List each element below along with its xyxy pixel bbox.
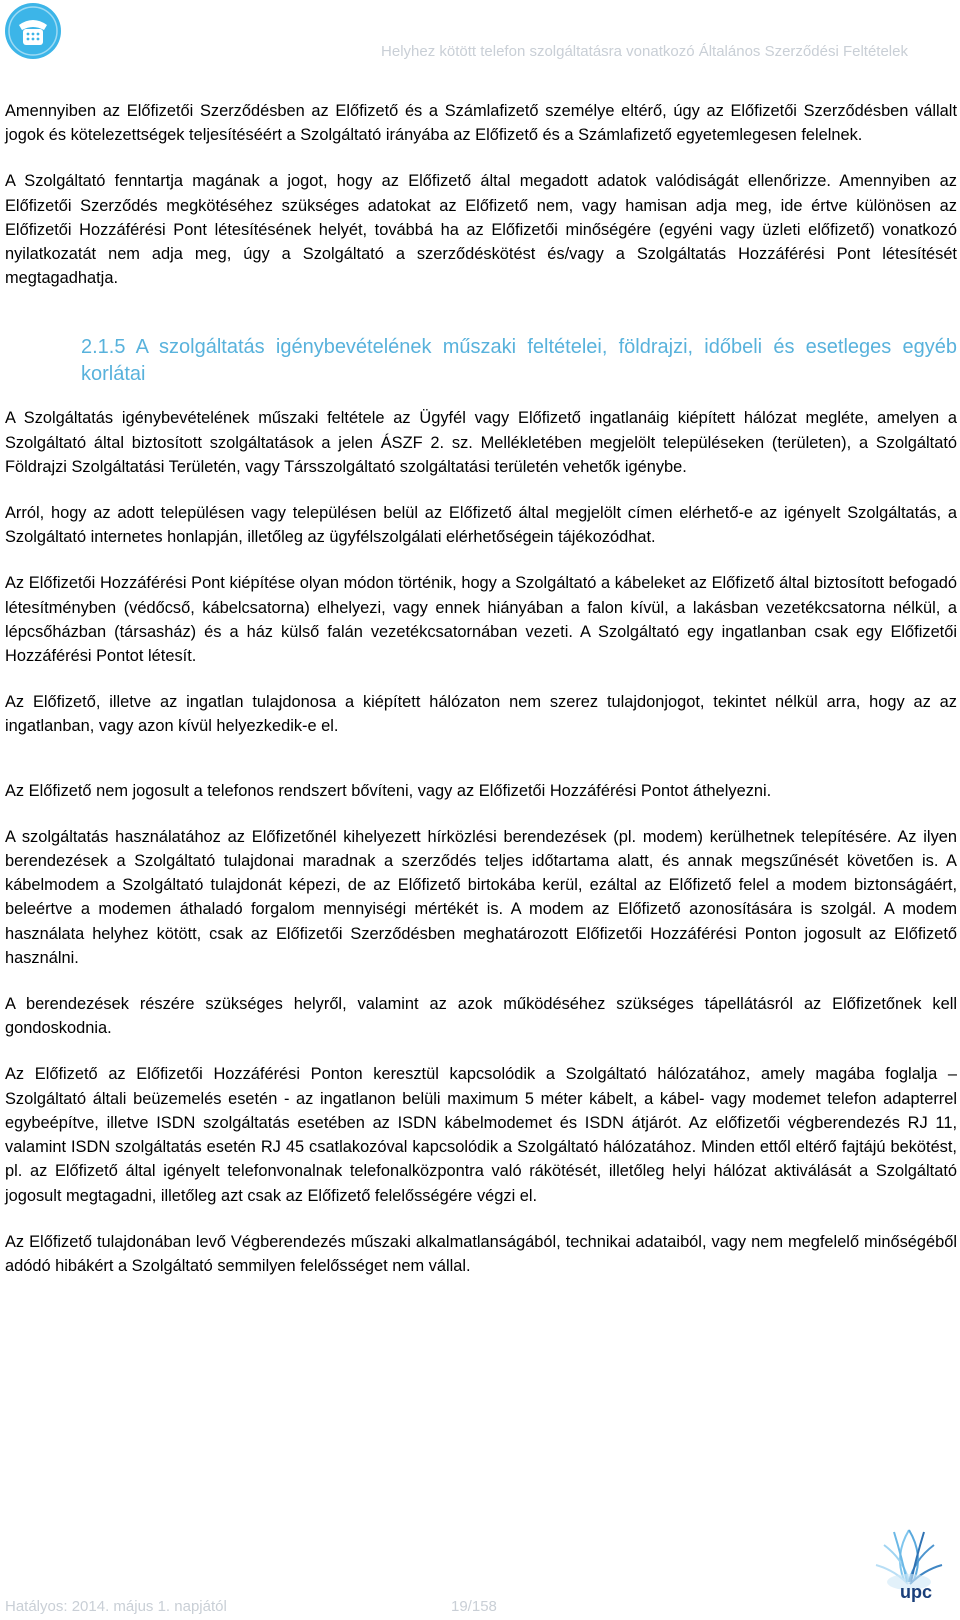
paragraph: A Szolgáltató fenntartja magának a jogot, hogy az Előfizető által megadott adatok valódiságát ellenőrizze. Amennyiben az Előfizetői Szerződés megkötéséhez szükséges adatokat az Előfizető nem, vagy hamisan adja meg, ide értve különösen az Előfizetői Hozzáférési Pont létesítésének helyét, továbbá ha az Előfizetői minőségére (egyéni vagy üzleti előfizető) vonatkozó nyilatkozatát nem adja meg, úgy a Szolgáltató a szerződéskötést és/vagy a Szolgáltatás Hozzáférési Pont létesítését megtagadhatja. xyxy=(5,172,957,288)
paragraph: Az Előfizető tulajdonában levő Végberendezés műszaki alkalmatlanságából, technikai adataiból, vagy nem megfelelő minőségéből adódó hibákért a Szolgáltató semmilyen felelősséget nem vállal. xyxy=(5,1232,957,1275)
paragraph: A Szolgáltatás igénybevételének műszaki feltétele az Ügyfél vagy Előfizető ingatlanáig kiépített hálózat megléte, amelyen a Szolgáltató által biztosított szolgáltatások a jelen ÁSZF 2. sz. Mellékletében megjelölt településeken (területen), a Szolgáltató Földrajzi Szolgáltatási Területén, vagy Társszolgáltató szolgáltatási területén vehetők igénybe. xyxy=(5,409,957,476)
paragraph: Amennyiben az Előfizetői Szerződésben az Előfizető és a Számlafizető személye eltérő, úgy az Előfizetői Szerződésben vállalt jogok és kötelezettségek teljesítéséért a Szolgáltató irányába az Előfizető és a Számlafizető egyetemlegesen felelnek. xyxy=(5,102,957,145)
section-heading: 2.1.5 A szolgáltatás igénybevételének műszaki feltételei, földrajzi, időbeli és esetleges egyéb korlátai xyxy=(81,336,957,386)
telephone-icon xyxy=(4,2,62,60)
paragraph: Az Előfizető nem jogosult a telefonos rendszert bővíteni, vagy az Előfizetői Hozzáférési Pontot áthelyezni. xyxy=(5,781,772,800)
paragraph: Az Előfizető, illetve az ingatlan tulajdonosa a kiépített hálózaton nem szerez tulajdonjogot, tekintet nélkül arra, hogy az az ingatlanban, vagy azon kívül helyezkedik-e el. xyxy=(5,693,957,736)
page-footer xyxy=(0,1590,960,1620)
page-header xyxy=(0,0,960,70)
paragraph: Arról, hogy az adott településen vagy településen belül az Előfizető által megjelölt címen elérhető-e az igényelt Szolgáltatás, a Szolgáltató internetes honlapján, illetőleg az ügyfélszolgálati elérhetőségein tájékozódhat. xyxy=(5,504,957,547)
paragraph: A szolgáltatás használatához az Előfizetőnél kihelyezett hírközlési berendezések (pl. modem) kerülhetnek telepítésére. Az ilyen berendezések a Szolgáltató tulajdonai maradnak a szerződés teljes időtartama alatt, és annak megszűnését követően is. A kábelmodem a Szolgáltató tulajdonát képezi, de az Előfizető birtokába kerül, ezáltal az Előfizető felel a modem biztonságáért, beleértve a modemen áthaladó forgalom mennyiségi mértékét is. A modem az Előfizető azonosítására is szolgál. A modem használata helyhez kötött, csak az Előfizetői Szerződésben meghatározott Előfizetői Hozzáférési Ponton jogosult az Előfizető használni. xyxy=(5,827,957,967)
paragraph: Az Előfizetői Hozzáférési Pont kiépítése olyan módon történik, hogy a Szolgáltató a kábeleket az Előfizető által biztosított befogadó létesítményben (védőcső, kábelcsatorna) elhelyezi, vagy ennek hiányában a falon kívül, a lakásban vezetékcsatorna nélkül, a lépcsőházban (társasház) és a ház külső falán vezetékcsatornában vezeti. A Szolgáltató egy ingatlanban csak egy Előfizetői Hozzáférési Pontot létesít. xyxy=(5,574,957,666)
document-body xyxy=(5,99,957,1300)
paragraph: A berendezések részére szükséges helyről, valamint az azok működéséhez szükséges tápellátásról az Előfizetőnek kell gondoskodnia. xyxy=(5,995,957,1038)
upc-logo-text: upc xyxy=(900,1582,933,1602)
document-title: Helyhez kötött telefon szolgáltatásra vonatkozó Általános Szerződési Feltételek xyxy=(381,43,908,60)
effective-date: Hatályos: 2014. május 1. napjától xyxy=(5,1598,227,1615)
paragraph: Az Előfizető az Előfizetői Hozzáférési Ponton keresztül kapcsolódik a Szolgáltató hálózatához, amely magába foglalja – Szolgáltató általi beüzemelés esetén - az ingatlanon belüli maximum 5 méter kábelt, a kábel- vagy modemet telefon adapterrel egybeépítve, illetve ISDN szolgáltatás esetében az ISDN kábelmodemet és ISDN átjárót. Az előfizetői végberendezés RJ 11, valamint ISDN szolgáltatás esetén RJ 45 csatlakozóval kapcsolódik a Szolgáltató hálózatához. Minden ettől eltérő fajtájú bekötést, pl. az Előfizető által igényelt telefonvonalnak telefonalközpontra való rákötését, illetőleg helyi hálózat aktiválását a Szolgáltató jogosult megtagadni, illetőleg azt csak az Előfizető felelősségére végzi el. xyxy=(5,1065,957,1205)
page-number: 19/158 xyxy=(451,1598,497,1615)
